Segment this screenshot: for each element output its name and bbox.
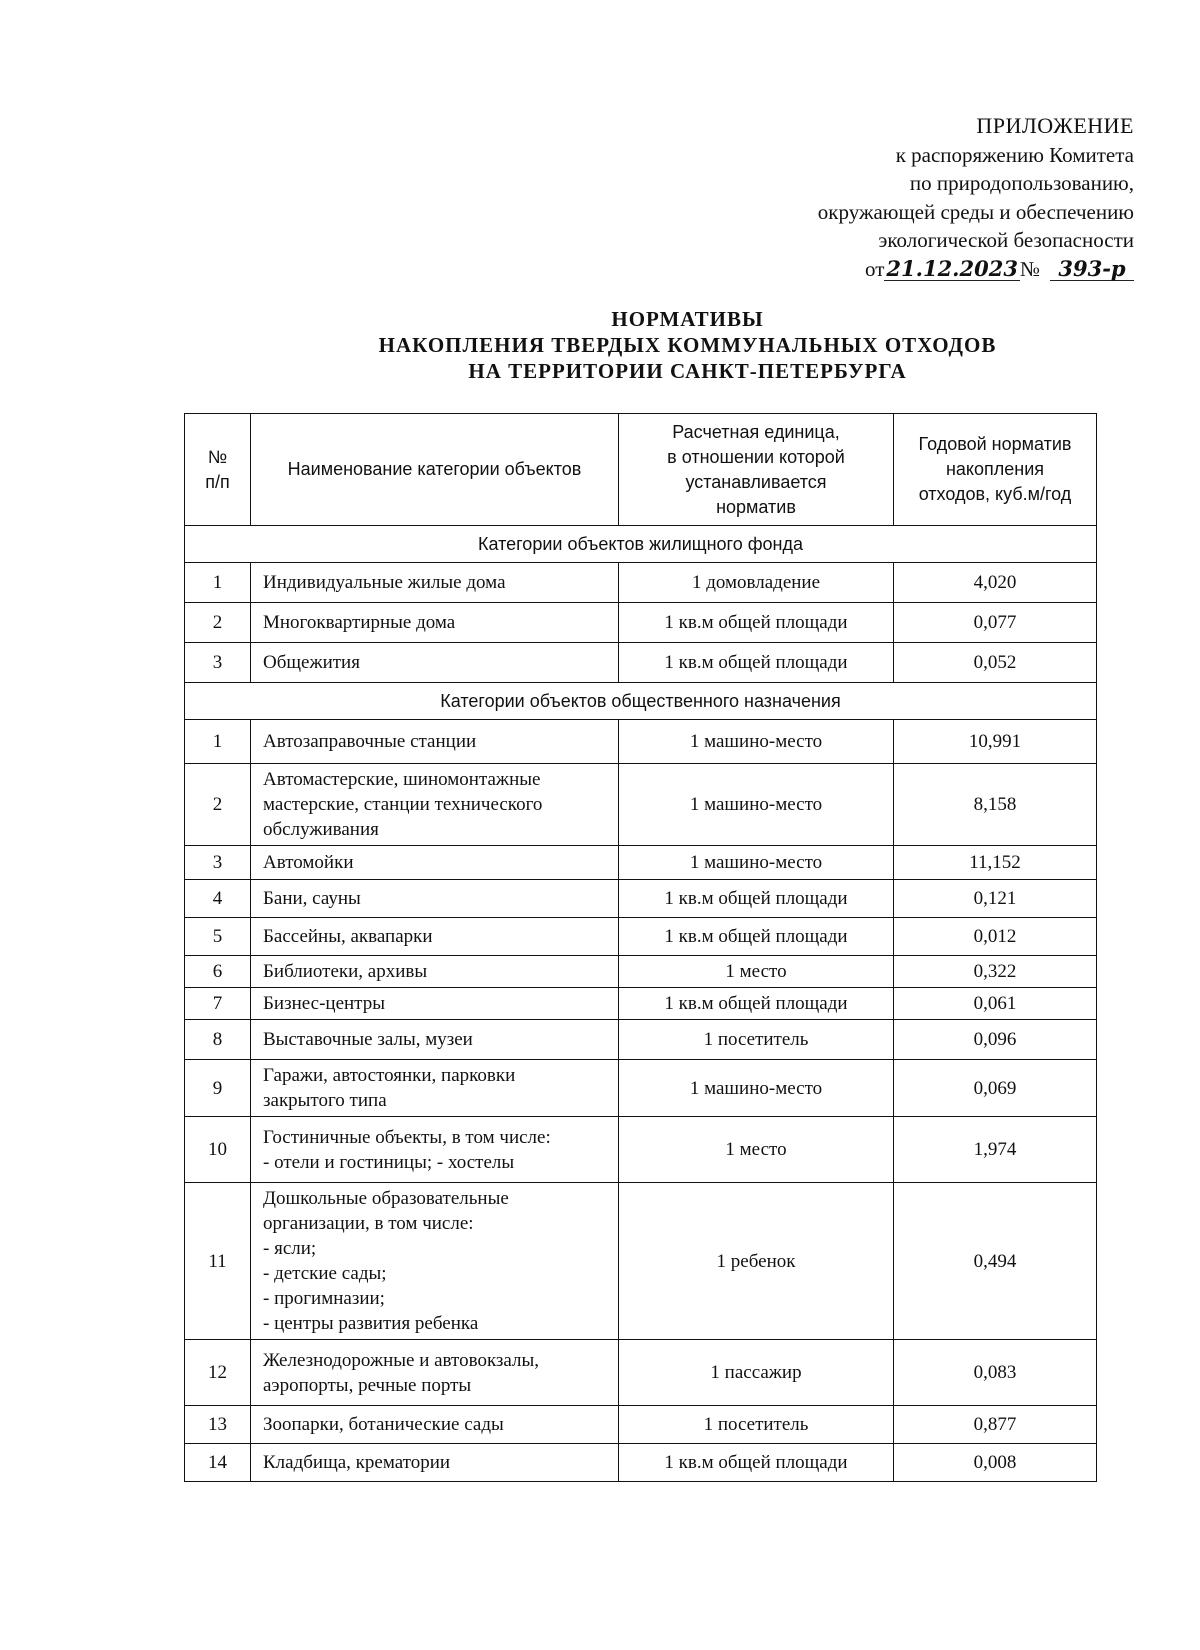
row-number: 3 (185, 643, 251, 683)
category-name-line: Общежития (263, 652, 360, 673)
table-row (185, 846, 1097, 880)
calculation-unit: 1 место (619, 956, 894, 988)
table-row (185, 1117, 1097, 1183)
calculation-unit: 1 машино-место (619, 764, 894, 846)
table-row (185, 1444, 1097, 1482)
category-name-line: - прогимназии; (263, 1288, 385, 1309)
table-row (185, 956, 1097, 988)
table-row (185, 1060, 1097, 1117)
section-title: Категории объектов общественного назначения (185, 683, 1097, 720)
category-name (251, 846, 619, 880)
title-line-2: НАКОПЛЕНИЯ ТВЕРДЫХ КОММУНАЛЬНЫХ ОТХОДОВ (378, 333, 997, 357)
calculation-unit: 1 машино-место (619, 1060, 894, 1117)
annual-norm-value: 1,974 (894, 1117, 1097, 1183)
appendix-line: окружающей среды и обеспечению (817, 199, 1134, 224)
calculation-unit: 1 пассажир (619, 1340, 894, 1406)
category-name-line: Бассейны, аквапарки (263, 926, 433, 947)
table-row (185, 880, 1097, 918)
row-number: 10 (185, 1117, 251, 1183)
title-line-3: НА ТЕРРИТОРИИ САНКТ-ПЕТЕРБУРГА (468, 359, 907, 383)
category-name-line: Гаражи, автостоянки, парковки (263, 1065, 516, 1086)
header-name: Наименование категории объектов (251, 414, 619, 526)
calculation-unit: 1 посетитель (619, 1020, 894, 1060)
calculation-unit: 1 кв.м общей площади (619, 988, 894, 1020)
annual-norm-value: 0,012 (894, 918, 1097, 956)
category-name-line: Автозаправочные станции (263, 731, 477, 752)
category-name (251, 1406, 619, 1444)
category-name-line: закрытого типа (263, 1090, 387, 1111)
handwritten-date: 21.12.2023 (886, 255, 1018, 281)
category-name (251, 603, 619, 643)
table-row (185, 1406, 1097, 1444)
row-number: 12 (185, 1340, 251, 1406)
category-name (251, 720, 619, 764)
calculation-unit: 1 кв.м общей площади (619, 643, 894, 683)
table-row (185, 1340, 1097, 1406)
row-number: 3 (185, 846, 251, 880)
category-name-line: Выставочные залы, музеи (263, 1029, 473, 1050)
table-row (185, 1020, 1097, 1060)
row-number: 5 (185, 918, 251, 956)
category-name-line: Дошкольные образовательные (263, 1188, 509, 1209)
annual-norm-value: 0,494 (894, 1183, 1097, 1340)
table-row (185, 918, 1097, 956)
annual-norm-value: 0,083 (894, 1340, 1097, 1406)
category-name-line: Гостиничные объекты, в том числе: (263, 1126, 551, 1148)
calculation-unit: 1 кв.м общей площади (619, 880, 894, 918)
annual-norm-value: 0,061 (894, 988, 1097, 1020)
appendix-line: по природопользованию, (909, 171, 1134, 195)
table-row (185, 764, 1097, 846)
table-row (185, 603, 1097, 643)
category-name (251, 1183, 619, 1340)
table-body (185, 526, 1097, 1482)
calculation-unit: 1 ребенок (619, 1183, 894, 1340)
row-number: 14 (185, 1444, 251, 1482)
category-name-line: - отели и гостиницы; - хостелы (263, 1151, 515, 1173)
appendix-line: экологической безопасности (878, 228, 1134, 252)
calculation-unit: 1 машино-место (619, 720, 894, 764)
category-name (251, 1020, 619, 1060)
row-number: 2 (185, 764, 251, 846)
date-prefix: от (865, 256, 885, 281)
category-name-line: - ясли; (263, 1238, 317, 1259)
calculation-unit: 1 место (619, 1117, 894, 1183)
category-name-line: Зоопарки, ботанические сады (263, 1414, 504, 1435)
number-sign: № (1019, 256, 1040, 281)
category-name-line: Многоквартирные дома (263, 612, 456, 633)
category-name-line: Бизнес-центры (263, 993, 385, 1014)
norms-table (184, 413, 1097, 1482)
annual-norm-value: 0,322 (894, 956, 1097, 988)
category-name-line: - детские сады; (263, 1263, 387, 1284)
calculation-unit: 1 кв.м общей площади (619, 918, 894, 956)
norms-table-wrapper (184, 413, 1097, 1482)
calculation-unit: 1 посетитель (619, 1406, 894, 1444)
row-number: 8 (185, 1020, 251, 1060)
category-name (251, 988, 619, 1020)
header-unit: Расчетная единица, в отношении которой устанавливается норматив (619, 414, 894, 526)
category-name (251, 643, 619, 683)
table-header-row (185, 414, 1097, 526)
row-number: 11 (185, 1183, 251, 1340)
category-name-line: Бани, сауны (263, 888, 361, 909)
calculation-unit: 1 кв.м общей площади (619, 1444, 894, 1482)
annual-norm-value: 0,077 (894, 603, 1097, 643)
row-number: 7 (185, 988, 251, 1020)
category-name-line: Автомастерские, шиномонтажные (263, 769, 541, 790)
table-row (185, 563, 1097, 603)
category-name (251, 1340, 619, 1406)
appendix-heading: ПРИЛОЖЕНИЕ (976, 113, 1134, 138)
annual-norm-value: 0,008 (894, 1444, 1097, 1482)
category-name-line: аэропорты, речные порты (263, 1374, 472, 1396)
title-line-1: НОРМАТИВЫ (611, 307, 764, 331)
category-name-line: организации, в том числе: (263, 1213, 474, 1234)
annual-norm-value: 8,158 (894, 764, 1097, 846)
calculation-unit: 1 машино-место (619, 846, 894, 880)
handwritten-number: 393-р (1050, 258, 1134, 281)
category-name-line: Автомойки (263, 852, 354, 873)
annual-norm-value: 0,096 (894, 1020, 1097, 1060)
section-row (185, 683, 1097, 720)
category-name-line: обслуживания (263, 819, 379, 840)
row-number: 2 (185, 603, 251, 643)
category-name (251, 1060, 619, 1117)
row-number: 4 (185, 880, 251, 918)
category-name (251, 1117, 619, 1183)
table-row (185, 1183, 1097, 1340)
calculation-unit: 1 кв.м общей площади (619, 603, 894, 643)
row-number: 9 (185, 1060, 251, 1117)
header-norm: Годовой норматив накопления отходов, куб.м/год (894, 414, 1097, 526)
annual-norm-value: 4,020 (894, 563, 1097, 603)
category-name (251, 764, 619, 846)
calculation-unit: 1 домовладение (619, 563, 894, 603)
table-row (185, 643, 1097, 683)
category-name (251, 563, 619, 603)
annual-norm-value: 10,991 (894, 720, 1097, 764)
category-name-line: Библиотеки, архивы (263, 961, 428, 982)
category-name-line: Индивидуальные жилые дома (263, 572, 506, 593)
table-row (185, 720, 1097, 764)
appendix-date-line (818, 255, 1134, 284)
category-name-line: Кладбища, крематории (263, 1452, 451, 1473)
table-row (185, 988, 1097, 1020)
category-name-line: - центры развития ребенка (263, 1313, 479, 1334)
row-number: 1 (185, 563, 251, 603)
section-title: Категории объектов жилищного фонда (185, 526, 1097, 563)
row-number: 1 (185, 720, 251, 764)
annual-norm-value: 0,052 (894, 643, 1097, 683)
annual-norm-value: 0,877 (894, 1406, 1097, 1444)
appendix-line: к распоряжению Комитета (895, 142, 1134, 167)
annual-norm-value: 0,121 (894, 880, 1097, 918)
category-name (251, 880, 619, 918)
document-title (0, 306, 1200, 384)
appendix-block (818, 112, 1134, 283)
category-name (251, 918, 619, 956)
section-row (185, 526, 1097, 563)
category-name-line: Железнодорожные и автовокзалы, (263, 1349, 540, 1371)
row-number: 6 (185, 956, 251, 988)
category-name (251, 956, 619, 988)
category-name-line: мастерские, станции технического (263, 794, 543, 815)
category-name (251, 1444, 619, 1482)
row-number: 13 (185, 1406, 251, 1444)
annual-norm-value: 0,069 (894, 1060, 1097, 1117)
annual-norm-value: 11,152 (894, 846, 1097, 880)
header-num: № п/п (185, 414, 251, 526)
